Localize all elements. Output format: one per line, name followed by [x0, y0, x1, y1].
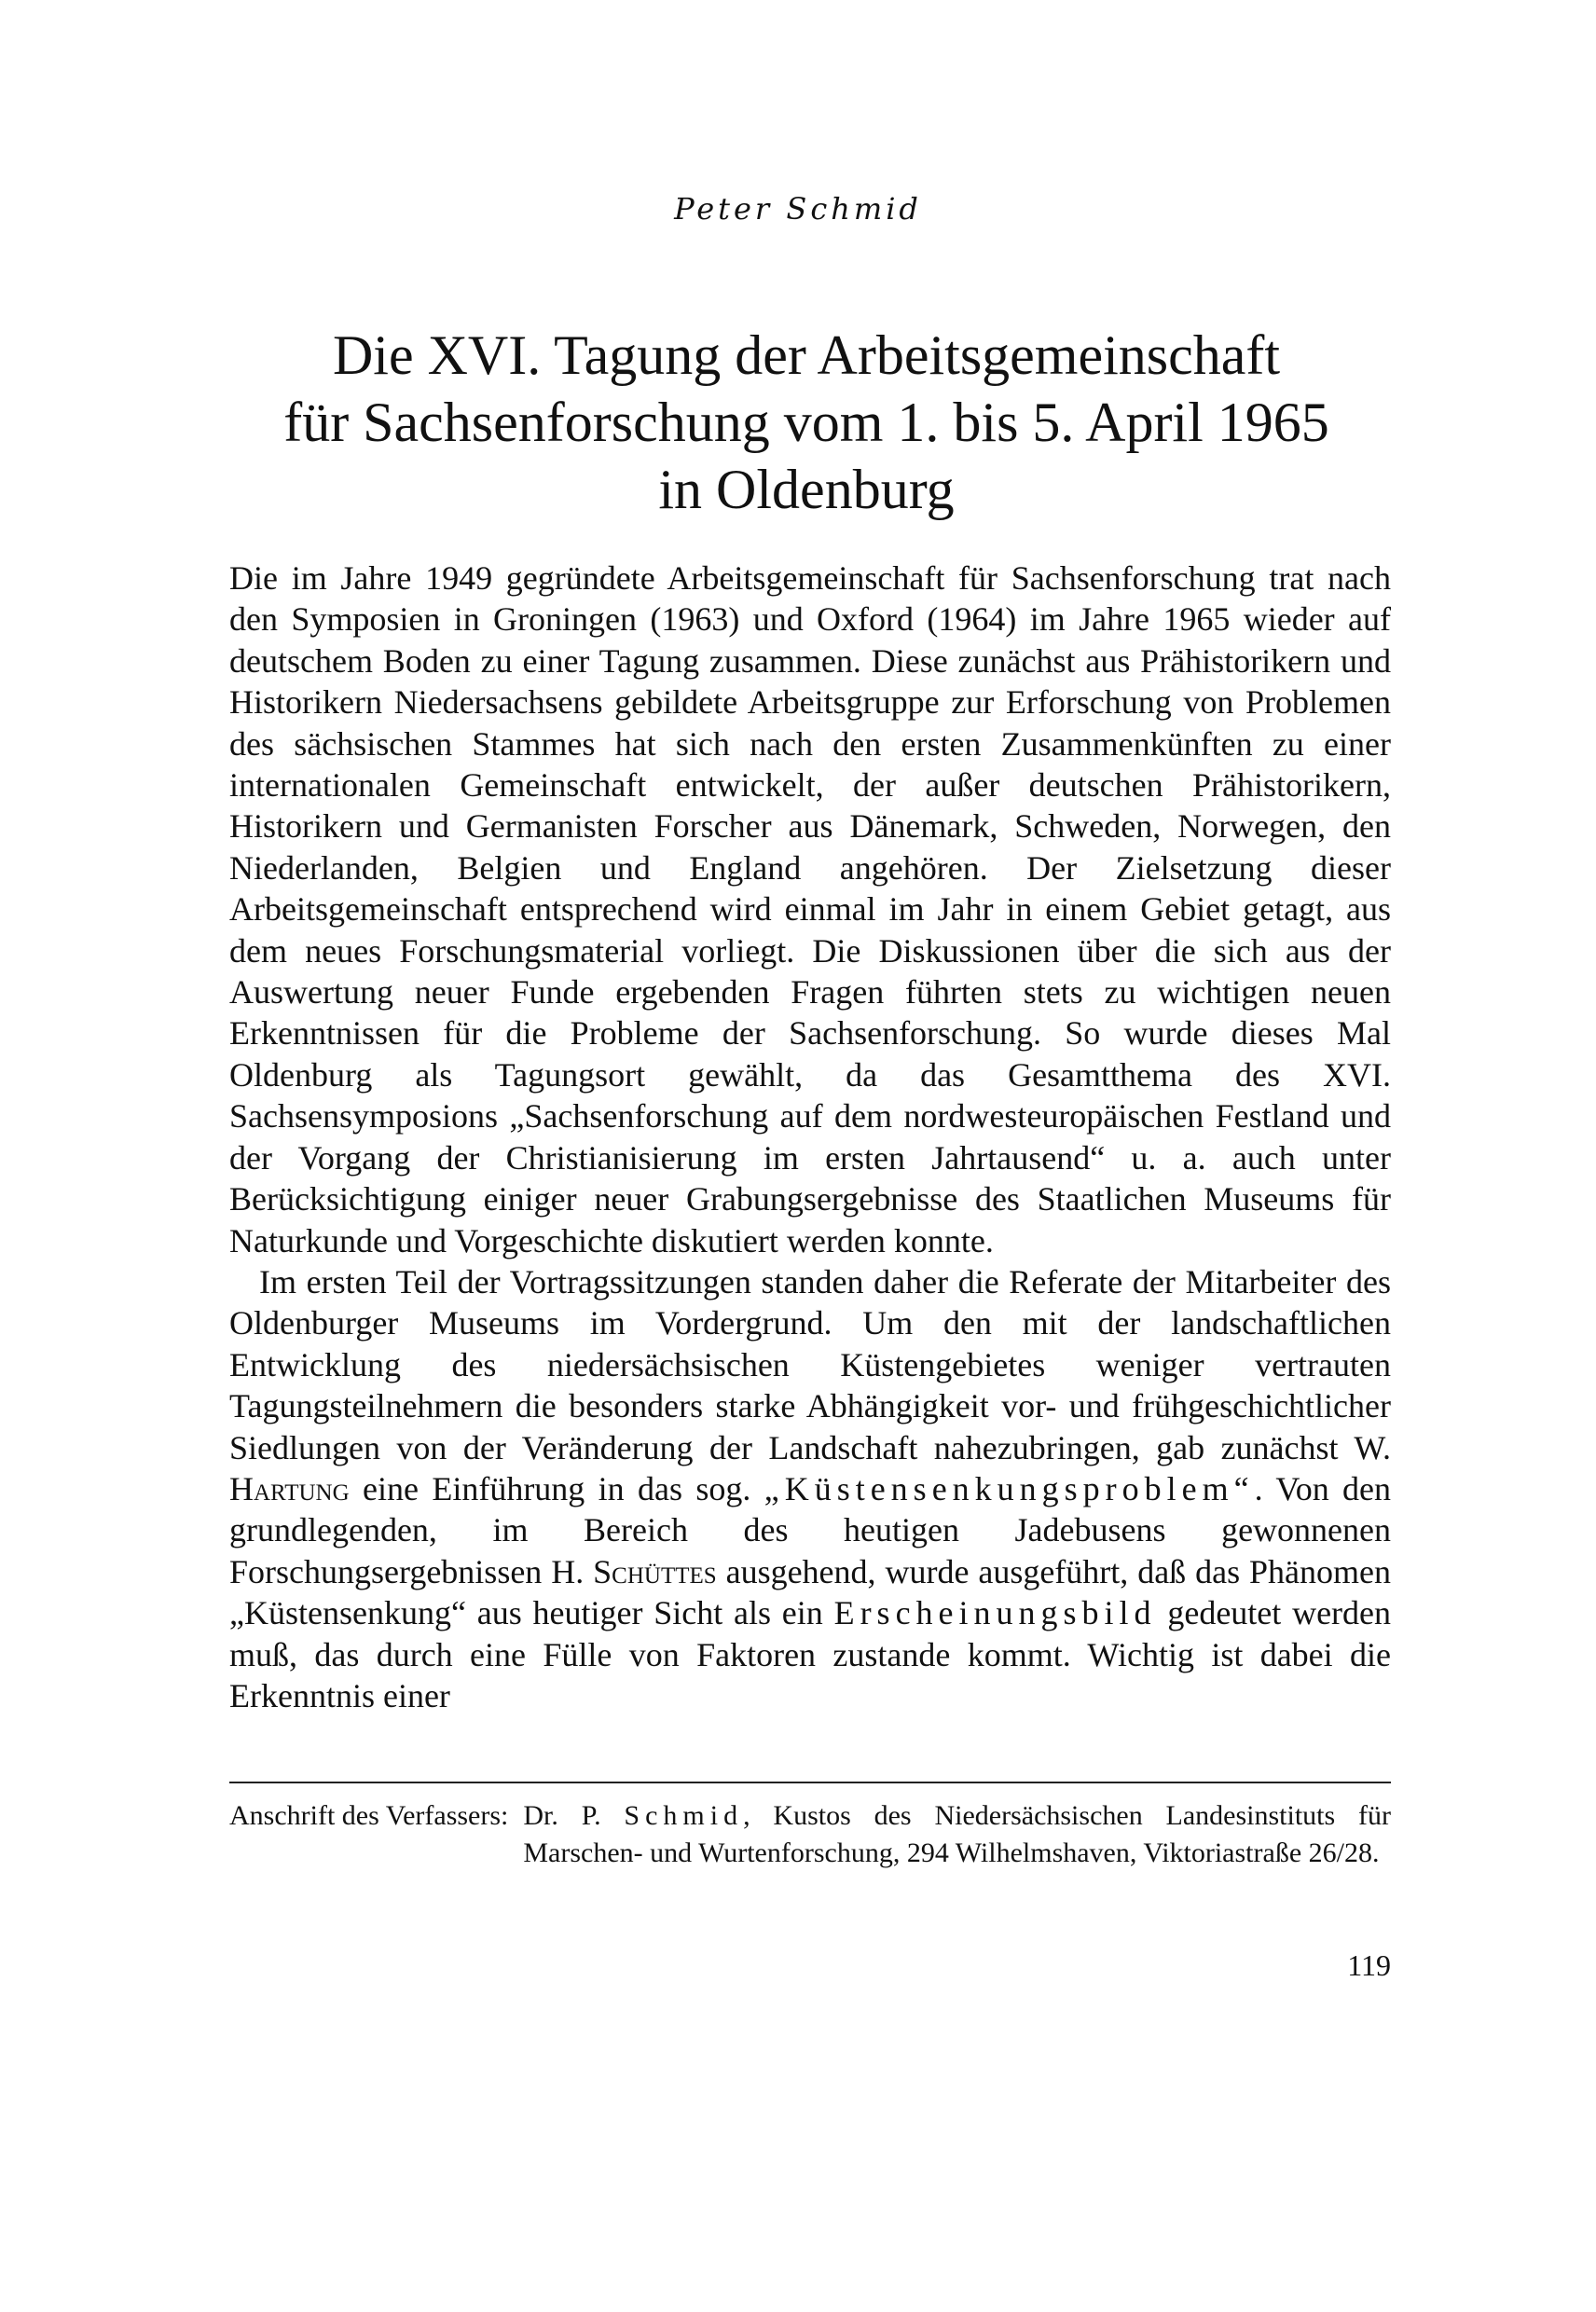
footnote-text	[523, 1797, 1391, 1872]
paragraph-1: Die im Jahre 1949 gegründete Arbeitsgemeinschaft für Sachsenforschung trat nach den Symposien in Groningen (1963) und Oxford (1964) im Jahre 1965 wieder auf deutschem Boden zu einer Tagung zusammen. Diese zunächst aus Prähistorikern und Historikern Niedersachsens gebildete Arbeitsgruppe zur Erforschung von Problemen des sächsischen Stammes hat sich nach den ersten Zusammenkünften zu einer internationalen Gemeinschaft entwickelt, der außer deutschen Prähistorikern, Historikern und Germanisten Forscher aus Dänemark, Schweden, Norwegen, den Niederlanden, Belgien und England angehören. Der Zielsetzung dieser Arbeitsgemeinschaft entsprechend wird einmal im Jahr in einem Gebiet getagt, aus dem neues Forschungsmaterial vorliegt. Die Diskussionen über die sich aus der Auswertung neuer Funde ergebenden Fragen führten stets zu wichtigen neuen Erkenntnissen für die Probleme der Sachsenforschung. So wurde dieses Mal Oldenburg als Tagungsort gewählt, da das Gesamtthema des XVI. Sachsensymposions „Sachsenforschung auf dem nordwesteuropäischen Festland und der Vorgang der Christianisierung im ersten Jahrtausend“ u. a. auch unter Berücksichtigung einiger neuer Grabungsergebnisse des Staatlichen Museums für Naturkunde und Vorgeschichte diskutiert werden konnte.	[229, 559, 1391, 1259]
author-address-footnote	[229, 1797, 1391, 1872]
footnote-text-a: Dr. P.	[523, 1800, 601, 1831]
page-number: 119	[1347, 1948, 1391, 1982]
title-line-3: in Oldenburg	[658, 459, 955, 520]
paragraph-2-part-e: gedeutet werden muß, das durch eine Fülle von Faktoren zustande kommt. Wichtig ist dabei die Erkenntnis einer	[229, 1594, 1392, 1714]
paragraph-2-part-c: . Von den grundlegenden, im Bereich des heutigen Jadebusens gewonnenen Forschungsergebnissen H.	[229, 1469, 1392, 1590]
footnote-divider	[229, 1782, 1391, 1783]
paragraph-2	[229, 1261, 1391, 1716]
footnote-label: Anschrift des Verfassers:	[229, 1800, 509, 1831]
article-title	[233, 322, 1380, 523]
author-reference-hartung: Hartung	[229, 1469, 350, 1507]
title-line-2: für Sachsenforschung vom 1. bis 5. April 1965	[283, 392, 1329, 453]
body-text	[229, 557, 1391, 1716]
paragraph-2-part-d: ausgehend, wurde ausgeführt, daß das Phänomen „Küstensenkung“ aus heutiger Sicht als ein	[229, 1552, 1391, 1632]
paragraph-2-part-a: Im ersten Teil der Vortragssitzungen standen daher die Referate der Mitarbeiter des Oldenburger Museums im Vordergrund. Um den mit der landschaftlichen Entwicklung des niedersächsischen Küstengebietes weniger vertrauten Tagungsteilnehmern die besonders starke Abhängigkeit vor- und frühgeschichtlicher Siedlungen von der Veränderung der Landschaft nahezubringen, gab zunächst W.	[229, 1262, 1391, 1466]
title-line-1: Die XVI. Tagung der Arbeitsgemeinschaft	[332, 324, 1281, 386]
footnote-text-b: , Kustos des Niedersächsischen Landesinstituts für Marschen- und Wurtenforschung, 294 Wilhelmshaven, Viktoriastraße 26/28.	[523, 1800, 1392, 1868]
term-erscheinungsbild: Erscheinungsbild	[833, 1594, 1157, 1632]
author-reference-schuettes: Schüttes	[593, 1552, 717, 1590]
term-kuestensenkungsproblem: „Küstensenkungsproblem“	[764, 1469, 1255, 1507]
paragraph-2-part-b: eine Einführung in das sog.	[363, 1469, 751, 1507]
author-name: Peter Schmid	[674, 191, 922, 227]
footnote-author-name: Schmid	[624, 1800, 744, 1831]
